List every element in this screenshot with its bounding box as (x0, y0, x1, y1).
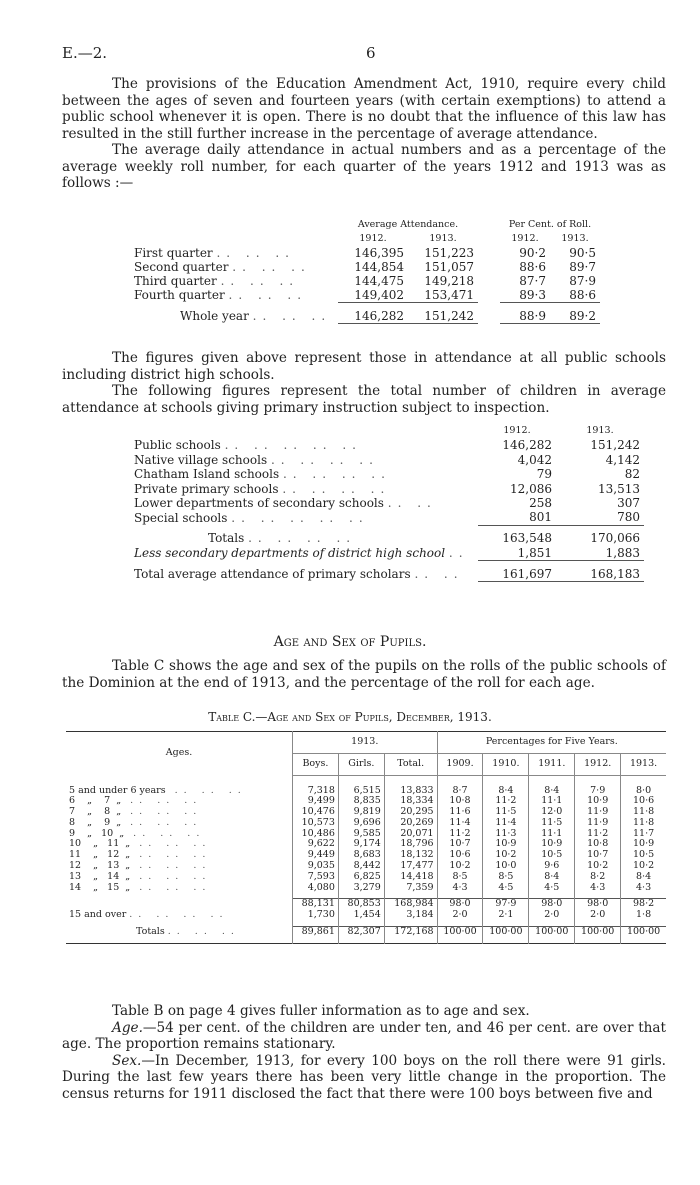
cell: 307 (617, 496, 640, 511)
middle-paragraphs (62, 350, 666, 416)
cell: 100·00 (483, 927, 529, 938)
cell: 100·00 (529, 927, 575, 938)
cell: 10·2 (437, 861, 483, 872)
cell: 168,984 (384, 898, 437, 909)
row-label: Lower departments of secondary schools (134, 496, 384, 511)
cell: 153,471 (424, 288, 474, 302)
cell: 9,035 (293, 861, 339, 872)
cell: 1,883 (605, 545, 640, 560)
cell: 9·6 (529, 861, 575, 872)
cell: 11·8 (621, 807, 666, 818)
cell: 9,449 (293, 850, 339, 861)
totals-row: Totals .. .. .. 89,861 82,307 172,168 100·00 100·00 100·00 100·00 100·00 (66, 927, 666, 938)
cell: 10·9 (529, 839, 575, 850)
cell: 90·2 (519, 246, 546, 260)
row-label: First quarter (134, 246, 213, 260)
table-row: 12 „ 13 „ .. .. .. 9,035 8,442 17,477 10·2 10·0 9·6 10·2 10·2 (66, 861, 666, 872)
cell: 11·5 (483, 807, 529, 818)
cell: 79 (536, 467, 552, 482)
cell: 4·5 (529, 883, 575, 894)
row-label: Second quarter (134, 260, 229, 274)
section-paragraph-1: Table C shows the age and sex of the pupils on the rolls of the public schools of the Dominion at the end of 1913, and the percentage of the roll for each age. (62, 658, 666, 691)
cell: 4,080 (293, 883, 339, 894)
cell: 146,282 (502, 438, 552, 453)
cell: 98·0 (529, 898, 575, 909)
cell: 97·9 (483, 898, 529, 909)
cell: 1·8 (621, 910, 666, 921)
table-row: 6 „ 7 „ .. .. .. 9,499 8,835 18,334 10·8 11·2 11·1 10·9 10·6 (66, 796, 666, 807)
cell: 10·9 (575, 796, 621, 807)
cell: 89·2 (569, 308, 596, 323)
cell: 6,825 (338, 872, 384, 883)
table-row: Chatham Island schools .. .. .. .. 79 82 (130, 467, 644, 481)
cell: 11·4 (437, 818, 483, 829)
cell: 90·5 (569, 246, 596, 260)
row-label: 12 „ 13 „ (69, 860, 131, 872)
intro-paragraph-2: The average daily attendance in actual numbers and as a percentage of the average weekly roll number, for each quarter of the years 1912 and 1913 was as follows :— (62, 142, 666, 191)
year-header: 1913. (561, 233, 589, 244)
year-header: 1912. (359, 233, 387, 244)
cell: 3,184 (384, 910, 437, 921)
closing-paragraphs (62, 1003, 666, 1102)
year-header: 1912. (503, 425, 531, 436)
table-row: 7 „ 8 „ .. .. .. 10,476 9,819 20,295 11·6 11·5 12·0 11·9 11·8 (66, 807, 666, 818)
age-paragraph (62, 1020, 666, 1053)
row-label: Private primary schools (134, 481, 279, 496)
cell: 8·7 (437, 786, 483, 797)
cell: 98·2 (621, 898, 666, 909)
cell: 17,477 (384, 861, 437, 872)
cell: 8,683 (338, 850, 384, 861)
row-label: Native village schools (134, 452, 268, 467)
cell: 172,168 (384, 927, 437, 938)
section-paragraph (62, 658, 666, 691)
row-label: Totals (136, 925, 165, 937)
cell: 8·0 (621, 786, 666, 797)
cell: 10,573 (293, 818, 339, 829)
cell: 10·7 (575, 850, 621, 861)
row-label: Less secondary departments of district high school (134, 546, 446, 560)
cell: 10·6 (621, 796, 666, 807)
row-label: 9 „ 10 „ (69, 827, 125, 839)
cell: 8·5 (437, 872, 483, 883)
cell: 144,475 (354, 274, 404, 288)
cell: 18,796 (384, 839, 437, 850)
cell: 2·0 (529, 910, 575, 921)
cell: 8,442 (338, 861, 384, 872)
cell: 144,854 (354, 260, 404, 274)
table-row-less: Less secondary departments of district high school .. 1,851 1,883 (130, 546, 644, 561)
table-row-totals: Totals .. .. .. .. 163,548 170,066 (130, 531, 644, 545)
table-row: 9 „ 10 „ .. .. .. 10,486 9,585 20,071 11·2 11·3 11·1 11·2 11·7 (66, 829, 666, 840)
quarterly-attendance-table (130, 218, 600, 327)
cell: 82 (624, 467, 640, 482)
table-row-final: Total average attendance of primary scholars .. .. 161,697 168,183 (130, 567, 644, 582)
cell: 89,861 (293, 927, 339, 938)
cell: 8·4 (529, 872, 575, 883)
over-15-row: 15 and over .. .. .. .. 1,730 1,454 3,184 2·0 2·1 2·0 2·0 1·8 (66, 910, 666, 921)
cell: 100·00 (621, 927, 666, 938)
cell: 161,697 (502, 566, 552, 581)
col-header: 1913. (621, 754, 666, 776)
age-text: —54 per cent. of the children are under ten, and 46 per cent. are over that age. The proportion remains stationary. (62, 1019, 666, 1052)
cell: 82,307 (338, 927, 384, 938)
cell: 10·0 (483, 861, 529, 872)
table-c-caption: Table C.—Age and Sex of Pupils, December, 1913. (208, 710, 492, 724)
row-label: Public schools (134, 438, 221, 453)
row-label: Fourth quarter (134, 288, 225, 303)
row-label: 6 „ 7 „ (69, 795, 122, 807)
row-label: Third quarter (134, 274, 217, 288)
section-heading: Age and Sex of Pupils. (273, 634, 427, 650)
middle-paragraph-1: The figures given above represent those in attendance at all public schools including district high schools. (62, 350, 666, 383)
cell: 11·3 (483, 829, 529, 840)
cell: 8·2 (575, 872, 621, 883)
cell: 9,622 (293, 839, 339, 850)
row-label: Total average attendance of primary scholars (134, 566, 411, 581)
cell: 10·2 (621, 861, 666, 872)
cell: 11·9 (575, 818, 621, 829)
intro-paragraphs (62, 76, 666, 192)
closing-paragraph-1: Table B on page 4 gives fuller information as to age and sex. (112, 1003, 530, 1019)
cell: 7,359 (384, 883, 437, 894)
cell: 7,318 (293, 786, 339, 797)
sex-label: Sex. (112, 1052, 142, 1069)
table-row: 11 „ 12 „ .. .. .. 9,449 8,683 18,132 10·6 10·2 10·5 10·7 10·5 (66, 850, 666, 861)
cell: 100·00 (437, 927, 483, 938)
cell: 9,696 (338, 818, 384, 829)
row-label: Special schools (134, 510, 228, 525)
cell: 11·5 (529, 818, 575, 829)
table-row: Native village schools .. .. .. .. 4,042 4,142 (130, 453, 644, 467)
cell: 7·9 (575, 786, 621, 797)
cell: 10,476 (293, 807, 339, 818)
page-number: 6 (366, 44, 376, 62)
cell: 11·7 (621, 829, 666, 840)
cell: 80,853 (338, 898, 384, 909)
cell: 100·00 (575, 927, 621, 938)
header-per-cent-roll: Per Cent. of Roll. (508, 219, 592, 230)
table-row: 8 „ 9 „ .. .. .. 10,573 9,696 20,269 11·4 11·4 11·5 11·9 11·8 (66, 818, 666, 829)
cell: 14,418 (384, 872, 437, 883)
cell: 20,071 (384, 829, 437, 840)
cell: 10·8 (575, 839, 621, 850)
col-header: Girls. (338, 754, 384, 776)
cell: 9,499 (293, 796, 339, 807)
cell: 18,132 (384, 850, 437, 861)
col-header: 1909. (437, 754, 483, 776)
cell: 89·7 (569, 260, 596, 274)
cell: 87·9 (569, 274, 596, 288)
cell: 98·0 (575, 898, 621, 909)
col-ages-header: Ages. (165, 747, 193, 759)
cell: 11·1 (529, 796, 575, 807)
cell: 146,395 (354, 246, 404, 260)
primary-attendance-table (130, 424, 644, 586)
cell: 10·9 (621, 839, 666, 850)
row-label: Chatham Island schools (134, 467, 280, 482)
cell: 20,269 (384, 818, 437, 829)
cell: 4,142 (605, 452, 640, 467)
cell: 4·3 (437, 883, 483, 894)
age-label: Age. (112, 1019, 143, 1036)
cell: 10·2 (575, 861, 621, 872)
cell: 89·3 (519, 288, 546, 302)
row-label: Whole year (180, 308, 249, 323)
table-row: Lower departments of secondary schools .. .. 258 307 (130, 496, 644, 510)
col-header: Total. (384, 754, 437, 776)
cell: 4·5 (483, 883, 529, 894)
cell: 11·2 (483, 796, 529, 807)
cell: 12·0 (529, 807, 575, 818)
cell: 9,174 (338, 839, 384, 850)
cell: 1,730 (293, 910, 339, 921)
document-code: E.—2. (62, 44, 108, 62)
cell: 149,218 (424, 274, 474, 288)
age-rows (66, 786, 666, 894)
cell: 98·0 (437, 898, 483, 909)
year-header: 1913. (429, 233, 457, 244)
cell: 10·7 (437, 839, 483, 850)
col-percentages-header: Percentages for Five Years. (437, 732, 666, 754)
table-row: Fourth quarter .. .. .. 149,402 153,471 89·3 88·6 (130, 288, 600, 303)
cell: 18,334 (384, 796, 437, 807)
cell: 168,183 (590, 566, 640, 581)
cell: 12,086 (510, 481, 552, 496)
cell: 8,835 (338, 796, 384, 807)
cell: 780 (617, 510, 640, 525)
cell: 11·6 (437, 807, 483, 818)
sex-text: —In December, 1913, for every 100 boys on the roll there were 91 girls. During the last few years there has been very little change in the proportion. The census returns for 1911 disclosed the fact that there were 100 boys between five and (62, 1052, 666, 1102)
cell: 8·4 (621, 872, 666, 883)
age-sex-table (66, 731, 666, 944)
table-row: Public schools .. .. .. .. .. 146,282 151,242 (130, 438, 644, 452)
cell: 6,515 (338, 786, 384, 797)
table-row: First quarter .. .. .. 146,395 151,223 90·2 90·5 (130, 246, 600, 260)
cell: 10·2 (483, 850, 529, 861)
cell: 10·5 (529, 850, 575, 861)
col-header: 1912. (575, 754, 621, 776)
row-label: 15 and over (69, 908, 127, 920)
cell: 163,548 (502, 531, 552, 546)
cell: 4·3 (621, 883, 666, 894)
cell: 13,833 (384, 786, 437, 797)
middle-paragraph-2: The following figures represent the total number of children in average attendance at schools giving primary instruction subject to inspection. (62, 383, 666, 416)
row-label: 5 and under 6 years (69, 784, 166, 796)
cell: 11·4 (483, 818, 529, 829)
row-label: 14 „ 15 „ (69, 881, 131, 893)
row-label: 10 „ 11 „ (69, 838, 131, 850)
cell: 8·4 (483, 786, 529, 797)
table-row: 14 „ 15 „ .. .. .. 4,080 3,279 7,359 4·3 4·5 4·5 4·3 4·3 (66, 883, 666, 894)
cell: 801 (529, 510, 552, 525)
header-average-attendance: Average Attendance. (357, 219, 459, 230)
cell: 151,242 (590, 438, 640, 453)
table-row: Private primary schools .. .. .. .. 12,086 13,513 (130, 482, 644, 496)
cell: 11·2 (575, 829, 621, 840)
cell: 151,223 (424, 246, 474, 260)
table-row: Third quarter .. .. .. 144,475 149,218 87·7 87·9 (130, 274, 600, 288)
col-header: 1910. (483, 754, 529, 776)
cell: 88,131 (293, 898, 339, 909)
cell: 10·9 (483, 839, 529, 850)
cell: 13,513 (598, 481, 640, 496)
col-1913-header: 1913. (293, 732, 438, 754)
year-header: 1913. (586, 425, 614, 436)
col-header: Boys. (293, 754, 339, 776)
cell: 2·0 (575, 910, 621, 921)
cell: 88·6 (519, 260, 546, 274)
cell: 258 (529, 496, 552, 511)
cell: 151,057 (424, 260, 474, 274)
cell: 4,042 (517, 452, 552, 467)
cell: 10·8 (437, 796, 483, 807)
year-header: 1912. (511, 233, 539, 244)
sex-paragraph (62, 1053, 666, 1103)
cell: 149,402 (354, 288, 404, 302)
cell: 1,454 (338, 910, 384, 921)
cell: 10·5 (621, 850, 666, 861)
cell: 11·9 (575, 807, 621, 818)
cell: 88·9 (519, 308, 546, 323)
cell: 10,486 (293, 829, 339, 840)
cell: 20,295 (384, 807, 437, 818)
cell: 8·4 (529, 786, 575, 797)
cell: 7,593 (293, 872, 339, 883)
table-row-total: Whole year .. .. .. 146,282 151,242 88·9 89·2 (130, 309, 600, 324)
row-label: 7 „ 8 „ (69, 806, 122, 818)
table-row: Special schools .. .. .. .. .. 801 780 (130, 510, 644, 525)
row-label: 8 „ 9 „ (69, 816, 122, 828)
table-row: Second quarter .. .. .. 144,854 151,057 88·6 89·7 (130, 260, 600, 274)
cell: 11·8 (621, 818, 666, 829)
row-label: Totals (208, 531, 245, 546)
cell: 11·1 (529, 829, 575, 840)
table-row: 10 „ 11 „ .. .. .. 9,622 9,174 18,796 10·7 10·9 10·9 10·8 10·9 (66, 839, 666, 850)
cell: 2·0 (437, 910, 483, 921)
col-header: 1911. (529, 754, 575, 776)
cell: 170,066 (590, 531, 640, 546)
cell: 9,585 (338, 829, 384, 840)
cell: 146,282 (354, 308, 404, 323)
table-row: 5 and under 6 years .. .. .. 7,318 6,515 13,833 8·7 8·4 8·4 7·9 8·0 (66, 786, 666, 797)
cell: 2·1 (483, 910, 529, 921)
cell: 1,851 (517, 545, 552, 560)
cell: 87·7 (519, 274, 546, 288)
cell: 9,819 (338, 807, 384, 818)
cell: 8·5 (483, 872, 529, 883)
intro-paragraph-1: The provisions of the Education Amendment Act, 1910, require every child between the ages of seven and fourteen years (with certain exemptions) to attend a public school whenever it is open. There is no doubt that the influence of this law has resulted in the still further increase in the percentage of average attendance. (62, 76, 666, 142)
cell: 88·6 (569, 288, 596, 302)
row-label: 11 „ 12 „ (69, 849, 131, 861)
table-row: 13 „ 14 „ .. .. .. 7,593 6,825 14,418 8·5 8·5 8·4 8·2 8·4 (66, 872, 666, 883)
row-label: 13 „ 14 „ (69, 870, 131, 882)
cell: 151,242 (424, 308, 474, 323)
cell: 4·3 (575, 883, 621, 894)
cell: 3,279 (338, 883, 384, 894)
cell: 10·6 (437, 850, 483, 861)
cell: 11·2 (437, 829, 483, 840)
